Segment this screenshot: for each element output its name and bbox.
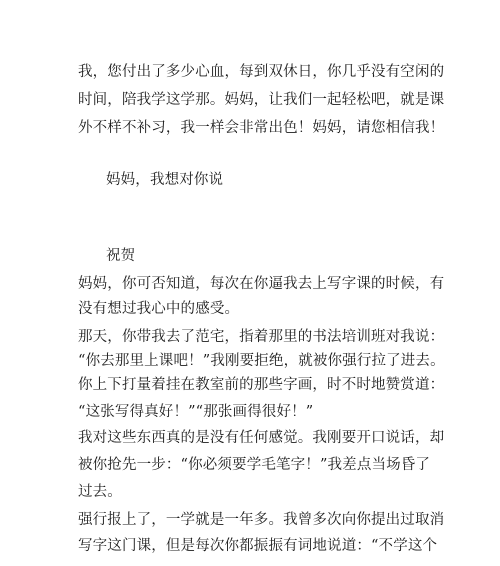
body-text-line: 你上下打量着挂在教室前的那些字画，时不时地赞赏道： [78, 377, 445, 393]
body-text-line: “这张写得真好！”“那张画得很好！” [78, 404, 314, 420]
section-heading: 妈妈，我想对你说 [106, 172, 224, 188]
section-subheading: 祝贺 [106, 248, 136, 264]
body-text-line: 妈妈，你可否知道，每次在你逼我去上写字课的时候，有 [78, 276, 445, 292]
body-text-line: 时间，陪我学这学那。妈妈，让我们一起轻松吧，就是课 [78, 92, 445, 108]
body-text-line: 那天，你带我去了范宅，指着那里的书法培训班对我说： [78, 329, 445, 345]
body-text-line: 被你抢先一步：“你必须要学毛笔字！”我差点当场昏了 [78, 457, 431, 473]
body-text-line: 我对这些东西真的是没有任何感觉。我刚要开口说话，却 [78, 430, 445, 446]
body-text-line: 过去。 [78, 484, 122, 500]
body-text-line: 强行报上了，一学就是一年多。我曾多次向你提出过取消 [78, 512, 445, 528]
body-text-line: 外不样不补习，我一样会非常出色！妈妈，请您相信我！ [78, 120, 445, 136]
body-text-line: “你去那里上课吧！”我刚要拒绝，就被你强行拉了进去。 [78, 353, 445, 369]
body-text-line: 没有想过我心中的感受。 [78, 301, 240, 317]
body-text-line: 我，您付出了多少心血，每到双休日，你几乎没有空闲的 [78, 64, 445, 80]
body-text-line: 写字这门课，但是每次你都振振有词地说道：“不学这个 [78, 538, 438, 554]
